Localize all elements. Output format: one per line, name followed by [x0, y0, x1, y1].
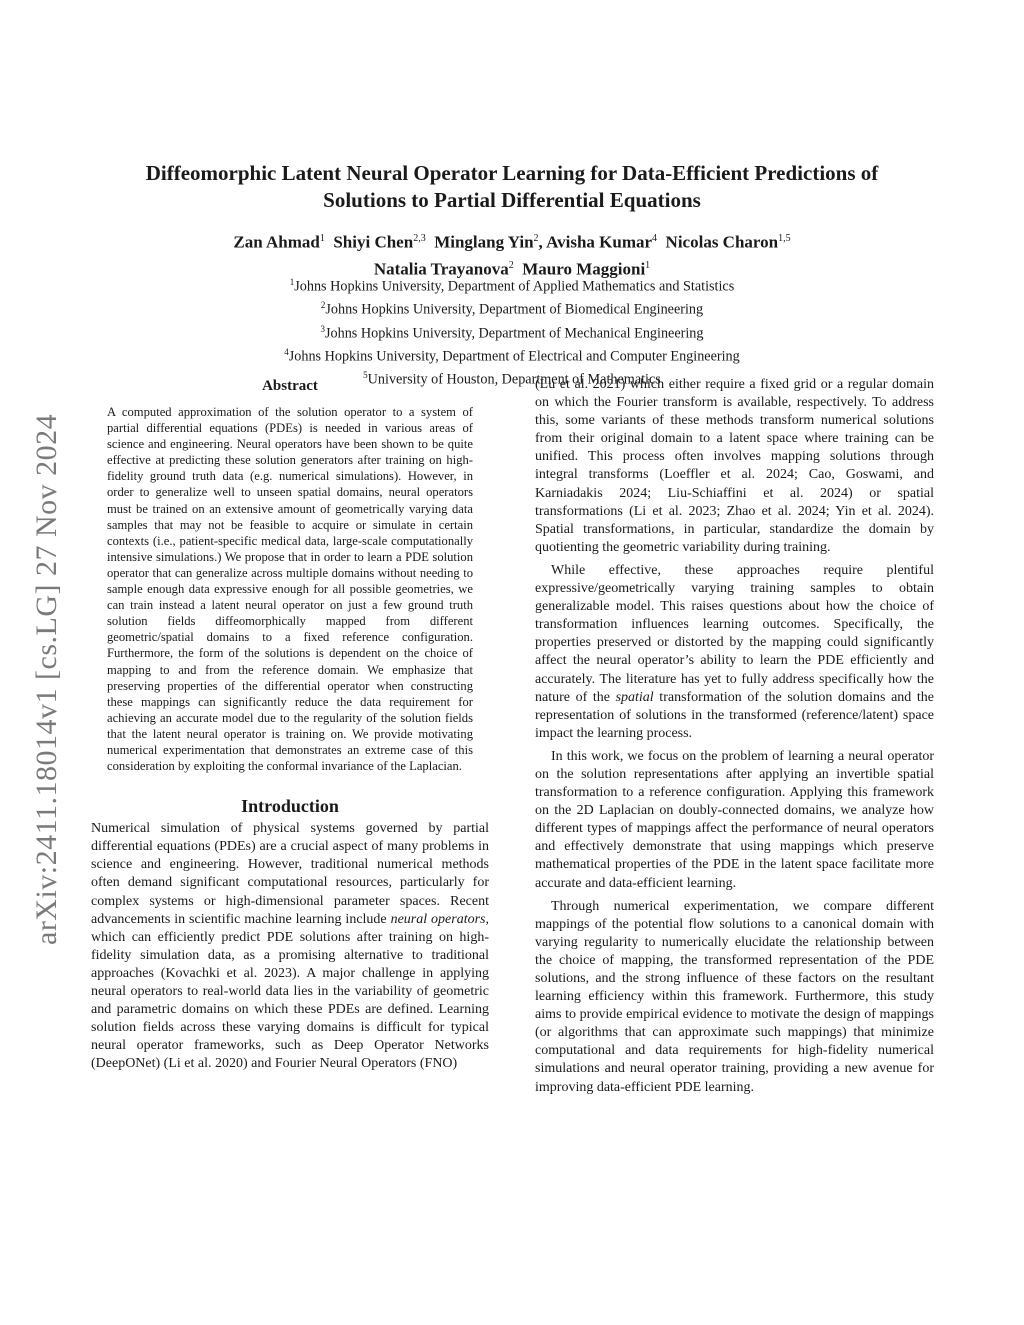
- intro-paragraph-2: [535, 562, 934, 743]
- affiliation-sup: 2: [320, 300, 326, 311]
- affiliation-sup: 5: [363, 370, 368, 381]
- intro-p2-emphasis: spatial: [615, 689, 654, 705]
- affiliation-text: Johns Hopkins University, Department of Mechanical Engineering: [324, 325, 704, 342]
- affiliation-text: Johns Hopkins University, Department of Electrical and Computer Engineering: [288, 348, 740, 365]
- intro-p1-text-a: Numerical simulation of physical systems governed by partial differential equations (PDEs) are a crucial aspect of many problems in science and engineering. However, traditional numerical methods often demand significant computational resources, particularly for complex systems or high-dimensional parameter spaces. Recent advancements in scientific machine learning include: [91, 821, 489, 927]
- author-affil-sup: 1: [319, 233, 325, 244]
- affiliation: [90, 343, 934, 366]
- affiliation: [90, 273, 934, 296]
- title-line-1: Diffeomorphic Latent Neural Operator Learning for Data-Efficient Predictions of: [145, 161, 879, 185]
- affiliation: [90, 296, 934, 319]
- author-name: Zan Ahmad: [233, 232, 320, 252]
- intro-paragraph-1-continued: (Lu et al. 2021) which either require a fixed grid or a regular domain on which the Fourier transform is available, respectively. To address this, some variants of these methods transform numerical solutions from their original domain to a latent space where training can be unified. This process often involves mapping solutions through integral transforms (Loeffler et al. 2024; Cao, Goswami, and Karniadakis 2024; Liu-Schiaffini et al. 2024) or spatial transformations (Li et al. 2023; Zhao et al. 2024; Yin et al. 2024). Spatial transformations, in particular, standardize the domain by quotienting the geometric variability during training.: [535, 377, 934, 555]
- affiliation-list: [90, 273, 934, 390]
- intro-p1-text-b: , which can efficiently predict PDE solutions after training on high-fidelity simulation data, as a promising alternative to traditional approaches (Kovachki et al. 2023). A major challenge in applying neural operators to real-world data lies in the variability of geometric and parametric domains on which these PDEs are defined. Learning solution fields across these varying domains is difficult for typical neural operator frameworks, such as Deep Operator Networks (DeepONet) (Li et al. 2020) and Fourier Neural Operators (FNO): [91, 911, 490, 1072]
- author-name: Nicolas Charon: [665, 232, 779, 252]
- affiliation-sup: 1: [289, 277, 295, 287]
- introduction-heading: Introduction: [241, 796, 339, 817]
- abstract-heading: Abstract: [262, 378, 318, 394]
- affiliation: [90, 320, 934, 343]
- author-name: Shiyi Chen: [333, 232, 414, 252]
- author-name: Minglang Yin: [434, 232, 534, 252]
- author-line-1: Zan Ahmad$^1$ Shiyi Chen$^{2,3}$ Minglang Yin$^2$, Avisha Kumar$^4$ Nicolas Charon$^{1,5}$: [233, 232, 791, 252]
- author-name: Avisha Kumar: [546, 232, 653, 252]
- abstract-text: A computed approximation of the solution operator to a system of partial differential equations (PDEs) is needed in various areas of science and engineering. Neural operators have been shown to be quite effective at predicting these solution generators after training on high-fidelity ground truth data (e.g. numerical simulations). However, in order to generalize well to unseen spatial domains, neural operators must be trained on an extensive amount of geometrically varying data samples that may not be feasible to acquire or simulate in certain contexts (i.e., patient-specific medical data, large-scale computationally intensive simulations.) We propose that in order to learn a PDE solution operator that can generalize across multiple domains without needing to sample enough data expressive enough for all possible geometries, we can train instead a latent neural operator on just a few ground truth solution fields diffeomorphically mapped from different geometric/spatial domains to a fixed reference configuration. Furthermore, the form of the solutions is dependent on the choice of mapping to and from the reference domain. We emphasize that preserving properties of the differential operator when constructing these mappings can significantly reduce the data requirement for achieving an accurate model due to the regularity of the solution fields that the latent neural operator is training on. We provide motivating numerical experimentation that demonstrates an extreme case of this consideration by exploiting the conformal invariance of the Laplacian.: [107, 405, 473, 774]
- author-affil-sup: 2,3: [413, 233, 426, 244]
- affiliation-sup: 3: [320, 323, 325, 334]
- intro-paragraph-1: [91, 820, 489, 1073]
- affiliation-sup: 4: [284, 346, 289, 357]
- author-affil-sup: 2: [508, 259, 514, 271]
- author-name: Natalia Trayanova: [373, 259, 509, 279]
- affiliation-text: University of Houston, Department of Mathematics: [367, 372, 661, 389]
- arxiv-identifier: arXiv:2411.18014v1 [cs.LG] 27 Nov 2024: [30, 413, 63, 945]
- author-affil-sup: 1,5: [778, 233, 791, 244]
- author-affil-sup: 4: [652, 233, 658, 244]
- intro-p1-emphasis: neural operators: [390, 911, 486, 927]
- author-affil-sup: 1: [645, 259, 651, 271]
- author-name: Mauro Maggioni: [522, 259, 646, 279]
- intro-p2-text-a: While effective, these approaches require plentiful expressive/geometrically varying training samples to obtain generalizable model. This raises questions about how the choice of transformation influences learning outcomes. Specifically, the properties preserved or distorted by the mapping could significantly affect the neural operator’s ability to learn the PDE efficiently and accurately. The literature has yet to fully address specifically how the nature of the: [535, 562, 934, 705]
- intro-p2-text-b: transformation of the solution domains and the representation of solutions in the transformed (reference/latent) space impact the learning process.: [535, 689, 935, 741]
- author-affil-sup: 2: [533, 233, 539, 244]
- title-line-2: Solutions to Partial Differential Equations: [323, 188, 701, 212]
- intro-paragraph-4: Through numerical experimentation, we compare different mappings of the potential flow solutions to a canonical domain with varying regularity to numerically elucidate the relationship between the choice of mapping, the transformed representation of the PDE solutions, and the strong influence of these factors on the resultant learning efficiency within this framework. Furthermore, this study aims to provide empirical evidence to motivate the design of mappings (or algorithms that can approximate such mappings) that minimize computational and data requirements for high-fidelity numerical simulations and neural operator training, providing a new avenue for improving data-efficient PDE learning.: [535, 898, 934, 1095]
- right-column: [535, 376, 934, 1097]
- intro-paragraph-3: In this work, we focus on the problem of learning a neural operator on the solution representations after applying an invertible spatial transformation to a reference configuration. Applying this framework on the 2D Laplacian on doubly-connected domains, we analyze how different types of mappings affect the performance of neural operators and effectively demonstrate that using mappings which preserve mathematical properties of the PDE in the latent space facilitate more accurate and data-efficient learning.: [535, 748, 934, 891]
- left-column: [91, 376, 489, 1073]
- paper-title: [90, 160, 934, 214]
- affiliation-text: Johns Hopkins University, Department of Biomedical Engineering: [325, 302, 704, 319]
- affiliation-text: Johns Hopkins University, Department of Applied Mathematics and Statistics: [294, 278, 735, 295]
